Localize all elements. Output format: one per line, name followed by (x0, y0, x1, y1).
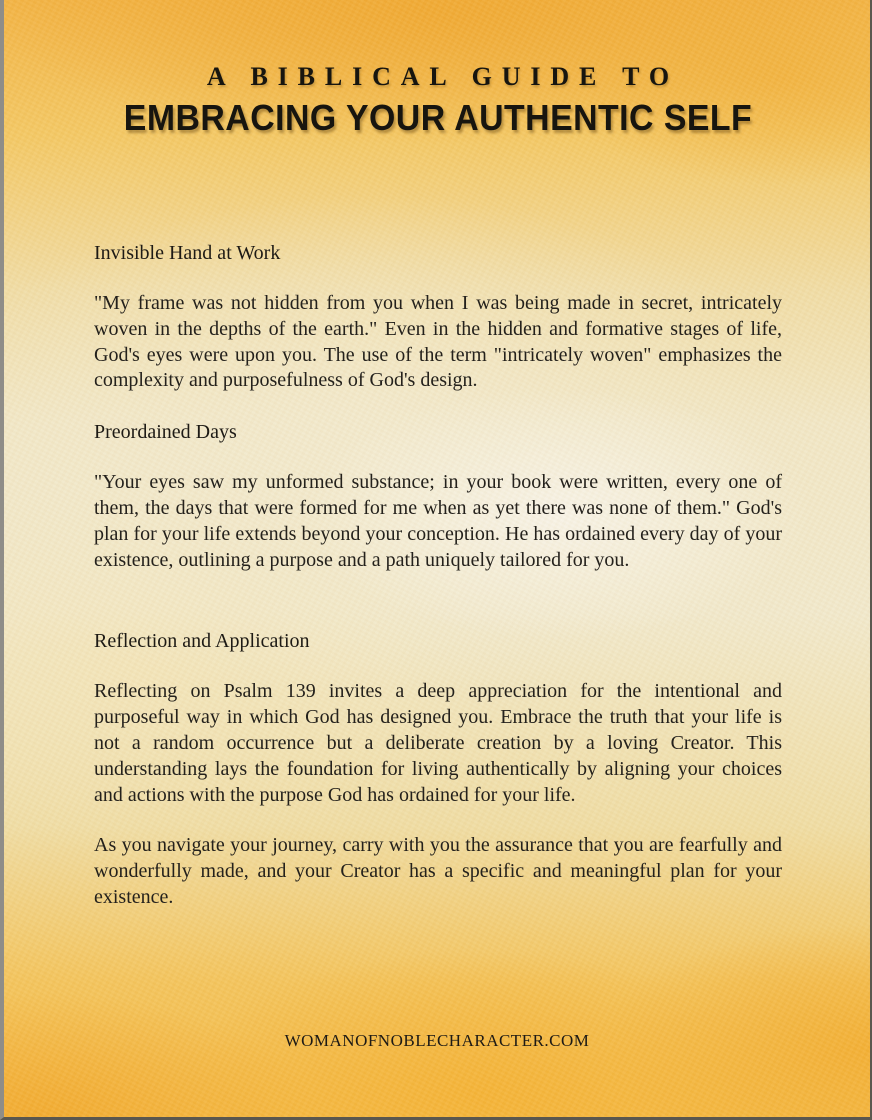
kicker-text: A BIBLICAL GUIDE TO (206, 62, 680, 91)
section-paragraph: As you navigate your journey, carry with you the assurance that you are fearfully and wonderfully made, and your Creator has a specific and meaningful plan for your existence. (94, 834, 782, 908)
section-paragraph: "My frame was not hidden from you when I was being made in secret, intricately woven in the depths of the earth." Even in the hidden and formative stages of life, God's eyes were upon you. The use of the term "intricately woven" emphasizes the complexity and purposefulness of God's design. (94, 292, 782, 392)
section-invisible-hand-at-work (94, 240, 782, 394)
website-footer: WOMANOFNOBLECHARACTER.COM (284, 1031, 590, 1050)
page-title: EMBRACING YOUR AUTHENTIC SELF (123, 97, 753, 138)
section-preordained-days (94, 419, 782, 573)
document-body (94, 240, 782, 911)
section-heading: Invisible Hand at Work (94, 242, 281, 264)
document-header (94, 62, 782, 138)
section-paragraph: "Your eyes saw my unformed substance; in your book were written, every one of them, the days that were formed for me when as yet there was none of them." God's plan for your life extends beyond your conception. He has ordained every day of your existence, outlining a purpose and a path uniquely tailored for you. (94, 471, 782, 571)
section-reflection-and-application (94, 628, 782, 910)
section-heading: Reflection and Application (94, 630, 310, 653)
section-paragraph: Reflecting on Psalm 139 invites a deep appreciation for the intentional and purposeful way in which God has designed you. Embrace the truth that your life is not a random occurrence but a deliberate creation by a loving Creator. This understanding lays the foundation for living authentically by aligning your choices and actions with the purpose God has ordained for your life. (94, 680, 782, 806)
section-heading: Preordained Days (94, 421, 237, 444)
